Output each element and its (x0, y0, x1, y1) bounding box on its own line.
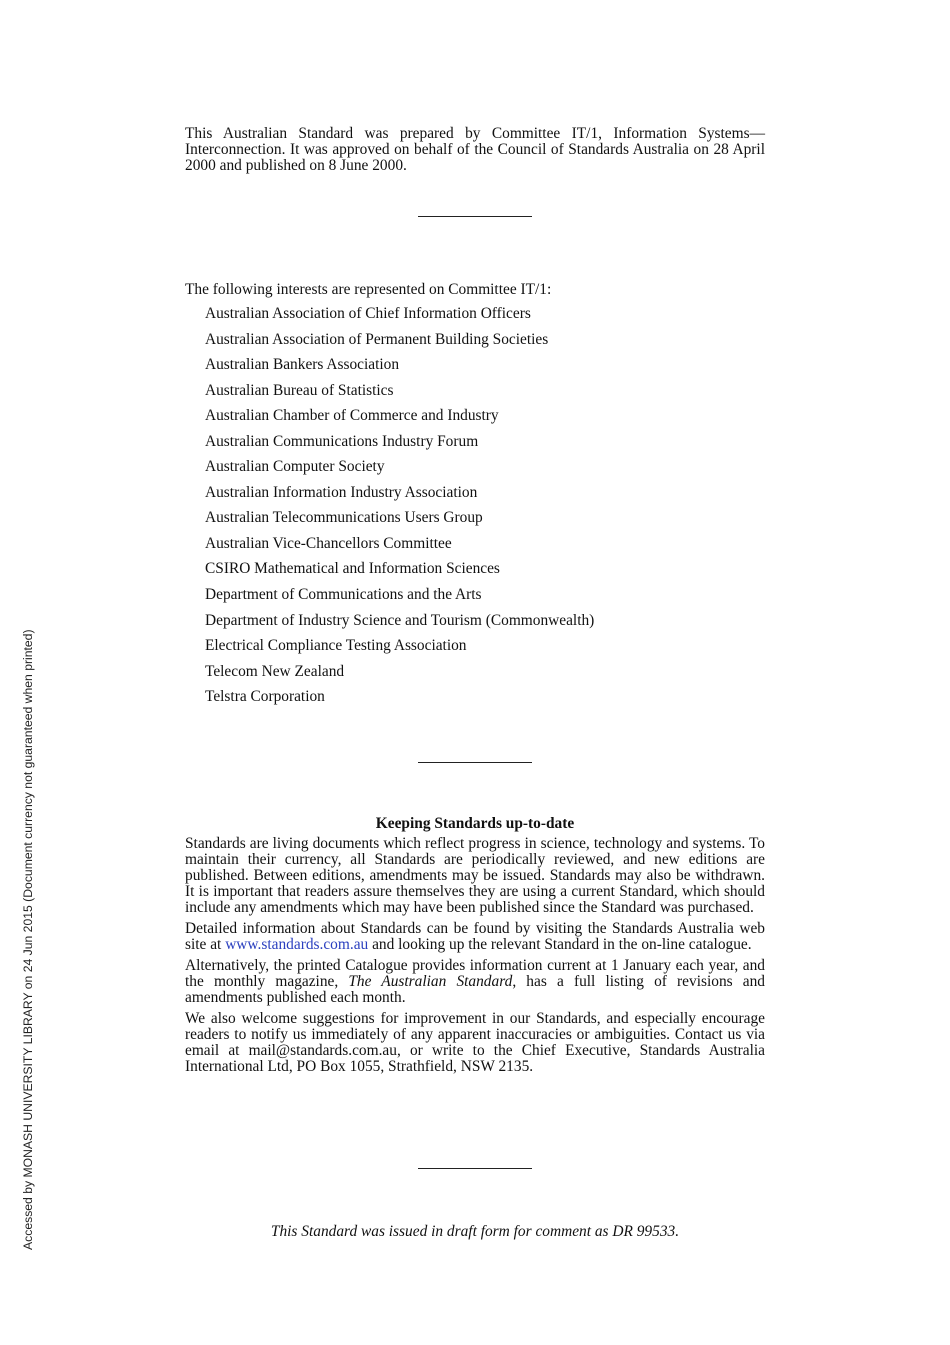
draft-note: This Standard was issued in draft form for comment as DR 99533. (270, 1223, 680, 1240)
list-item: Australian Computer Society (205, 458, 385, 476)
section-divider (418, 762, 532, 763)
list-item: Australian Information Industry Association (205, 483, 478, 501)
list-item: Australian Telecommunications Users Group (205, 509, 483, 527)
list-item: Australian Bankers Association (205, 356, 400, 374)
committee-interests-list (205, 304, 765, 713)
paragraph-text: Alternatively, the printed Catalogue provides information current at 1 January each year, and the monthly magazine, (185, 957, 765, 990)
list-item: Telstra Corporation (205, 688, 325, 706)
list-item: Australian Communications Industry Forum (205, 432, 479, 450)
list-item: Australian Chamber of Commerce and Industry (205, 407, 499, 425)
list-item: Electrical Compliance Testing Association (205, 637, 467, 655)
paragraph-text: Detailed information about Standards can be found by visiting the Standards Australia web site at (185, 920, 765, 953)
magazine-title: The Australian Standard (348, 973, 513, 990)
list-item: CSIRO Mathematical and Information Sciences (205, 560, 500, 578)
list-item: Australian Bureau of Statistics (205, 381, 394, 399)
list-item: Telecom New Zealand (205, 662, 345, 680)
list-item: Department of Communications and the Arts (205, 586, 482, 604)
paragraph-text: and looking up the relevant Standard in the on-line catalogue. (368, 936, 752, 953)
paragraph-text: , has a full listing of revisions and amendments published each month. (185, 973, 765, 1006)
keeping-paragraph-3 (185, 958, 765, 1006)
access-watermark: Accessed by MONASH UNIVERSITY LIBRARY on 24 Jun 2015 (Document currency not guaranteed when printed) (21, 629, 35, 1250)
section-divider (418, 1168, 532, 1169)
standards-website-link[interactable]: www.standards.com.au (225, 936, 369, 953)
list-item: Australian Vice-Chancellors Committee (205, 534, 452, 552)
list-item: Australian Association of Permanent Building Societies (205, 330, 549, 348)
list-item: Australian Association of Chief Information Officers (205, 305, 531, 322)
keeping-paragraph-2 (185, 921, 765, 953)
list-item: Department of Industry Science and Tourism (Commonwealth) (205, 611, 595, 629)
keeping-paragraph-4: We also welcome suggestions for improvement in our Standards, and especially encourage readers to notify us immediately of any apparent inaccuracies or ambiguities. Contact us via email at mail@standards.com.au, or write to the Chief Executive, Standards Australia International Ltd, PO Box 1055, Strathfield, NSW 2135. (185, 1010, 765, 1075)
keeping-standards-heading: Keeping Standards up-to-date (375, 815, 575, 832)
committee-interests-lead: The following interests are represented on Committee IT/1: (185, 281, 552, 298)
section-divider (418, 216, 532, 217)
keeping-standards-body (185, 836, 765, 1080)
approval-statement: This Australian Standard was prepared by Committee IT/1, Information Systems—Interconnection. It was approved on behalf of the Council of Standards Australia on 28 April 2000 and published on 8 June 2000. (185, 125, 765, 175)
keeping-paragraph-1: Standards are living documents which reflect progress in science, technology and systems. To maintain their currency, all Standards are periodically reviewed, and new editions are published. Between editions, amendments may be issued. Standards may also be withdrawn. It is important that readers assure themselves they are using a current Standard, which should include any amendments which may have been published since the Standard was purchased. (185, 835, 765, 916)
